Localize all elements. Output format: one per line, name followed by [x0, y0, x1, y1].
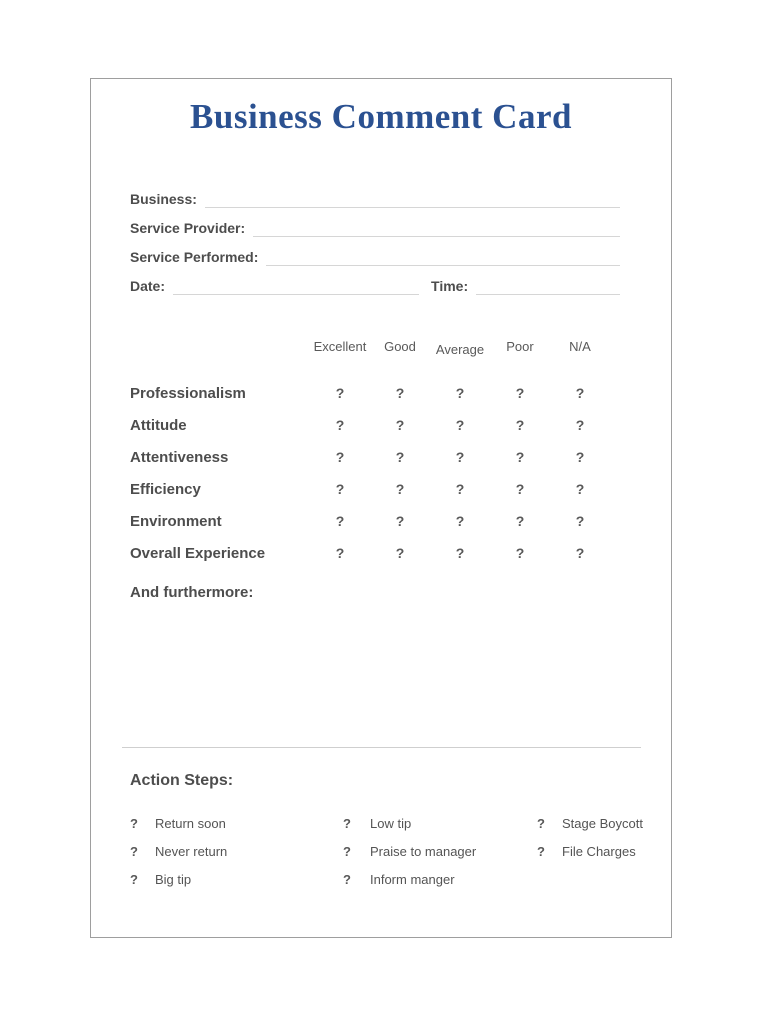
service-performed-input-line[interactable]: [266, 249, 620, 266]
rating-column-header-excellent: Excellent: [313, 338, 367, 354]
rating-checkbox[interactable]: ?: [575, 513, 585, 529]
service-performed-field-row: [130, 237, 620, 266]
action-label-low-tip: Low tip: [370, 815, 412, 831]
rating-checkbox[interactable]: ?: [575, 385, 585, 401]
rating-checkbox[interactable]: ?: [395, 545, 405, 561]
rating-checkbox[interactable]: ?: [335, 545, 345, 561]
rating-checkbox[interactable]: ?: [335, 385, 345, 401]
rating-checkbox[interactable]: ?: [335, 449, 345, 465]
action-steps-row: [130, 809, 646, 837]
business-input-line[interactable]: [205, 191, 620, 208]
rating-checkbox[interactable]: ?: [455, 385, 465, 401]
rating-checkbox[interactable]: ?: [395, 417, 405, 433]
rating-row-attitude: [130, 409, 610, 441]
action-checkbox[interactable]: ?: [343, 871, 351, 887]
rating-row-efficiency: [130, 473, 610, 505]
business-label: Business:: [130, 191, 197, 207]
rating-checkbox[interactable]: ?: [455, 449, 465, 465]
action-steps-title: Action Steps:: [130, 772, 234, 789]
action-checkbox[interactable]: ?: [130, 843, 138, 859]
action-checkbox[interactable]: ?: [537, 815, 545, 831]
rating-checkbox[interactable]: ?: [575, 481, 585, 497]
action-label-never-return: Never return: [155, 843, 228, 859]
rating-checkbox[interactable]: ?: [515, 417, 525, 433]
business-field-row: [130, 179, 620, 208]
time-input-line[interactable]: [476, 278, 620, 295]
rating-row-environment: [130, 505, 610, 537]
action-checkbox[interactable]: ?: [130, 871, 138, 887]
rating-checkbox[interactable]: ?: [335, 481, 345, 497]
action-steps-row: [130, 837, 646, 865]
rating-checkbox[interactable]: ?: [575, 545, 585, 561]
rating-column-header-average: Average: [435, 341, 485, 357]
ratings-header-row: [130, 334, 610, 358]
rating-checkbox[interactable]: ?: [515, 385, 525, 401]
rating-row-attentiveness: [130, 441, 610, 473]
service-provider-field-row: [130, 208, 620, 237]
action-label-big-tip: Big tip: [155, 871, 192, 887]
comment-card: [90, 78, 672, 938]
rating-checkbox[interactable]: ?: [335, 417, 345, 433]
action-label-return-soon: Return soon: [155, 815, 226, 831]
rating-checkbox[interactable]: ?: [455, 545, 465, 561]
rating-row-label: Attitude: [130, 416, 187, 434]
action-label-inform-manger: Inform manger: [370, 871, 455, 887]
furthermore-label: And furthermore:: [130, 584, 254, 601]
rating-row-label: Efficiency: [130, 480, 201, 498]
action-checkbox[interactable]: ?: [343, 843, 351, 859]
action-checkbox[interactable]: ?: [537, 843, 545, 859]
service-performed-label: Service Performed:: [130, 249, 259, 265]
date-input-line[interactable]: [173, 278, 419, 295]
action-label-stage-boycott: Stage Boycott: [562, 815, 643, 831]
rating-checkbox[interactable]: ?: [515, 481, 525, 497]
action-label-praise-to-manager: Praise to manager: [370, 843, 477, 859]
service-provider-label: Service Provider:: [130, 220, 246, 236]
time-label: Time:: [431, 278, 469, 294]
rating-checkbox[interactable]: ?: [455, 513, 465, 529]
date-label: Date:: [130, 278, 166, 294]
rating-checkbox[interactable]: ?: [515, 449, 525, 465]
rating-checkbox[interactable]: ?: [575, 449, 585, 465]
action-label-file-charges: File Charges: [562, 843, 636, 859]
rating-checkbox[interactable]: ?: [395, 385, 405, 401]
rating-checkbox[interactable]: ?: [575, 417, 585, 433]
ratings-grid: [130, 377, 610, 569]
rating-checkbox[interactable]: ?: [395, 481, 405, 497]
rating-row-overall-experience: [130, 537, 610, 569]
service-provider-input-line[interactable]: [253, 220, 620, 237]
action-steps-row: [130, 865, 646, 893]
rating-checkbox[interactable]: ?: [515, 545, 525, 561]
rating-row-label: Professionalism: [130, 384, 246, 402]
section-divider: [122, 747, 641, 748]
action-checkbox[interactable]: ?: [130, 815, 138, 831]
form-fields: [130, 179, 620, 295]
rating-column-header-na: N/A: [569, 338, 591, 354]
rating-row-label: Overall Experience: [130, 544, 266, 562]
rating-column-header-poor: Poor: [506, 338, 534, 354]
rating-checkbox[interactable]: ?: [395, 449, 405, 465]
rating-column-header-good: Good: [384, 338, 416, 354]
rating-row-label: Environment: [130, 512, 222, 530]
document-title: Business Comment Card: [190, 97, 572, 136]
rating-checkbox[interactable]: ?: [455, 417, 465, 433]
rating-checkbox[interactable]: ?: [455, 481, 465, 497]
rating-row-professionalism: [130, 377, 610, 409]
rating-checkbox[interactable]: ?: [335, 513, 345, 529]
action-checkbox[interactable]: ?: [343, 815, 351, 831]
date-time-field-row: [130, 266, 620, 295]
rating-row-label: Attentiveness: [130, 448, 229, 466]
rating-checkbox[interactable]: ?: [395, 513, 405, 529]
action-steps-list: [130, 809, 646, 893]
rating-checkbox[interactable]: ?: [515, 513, 525, 529]
